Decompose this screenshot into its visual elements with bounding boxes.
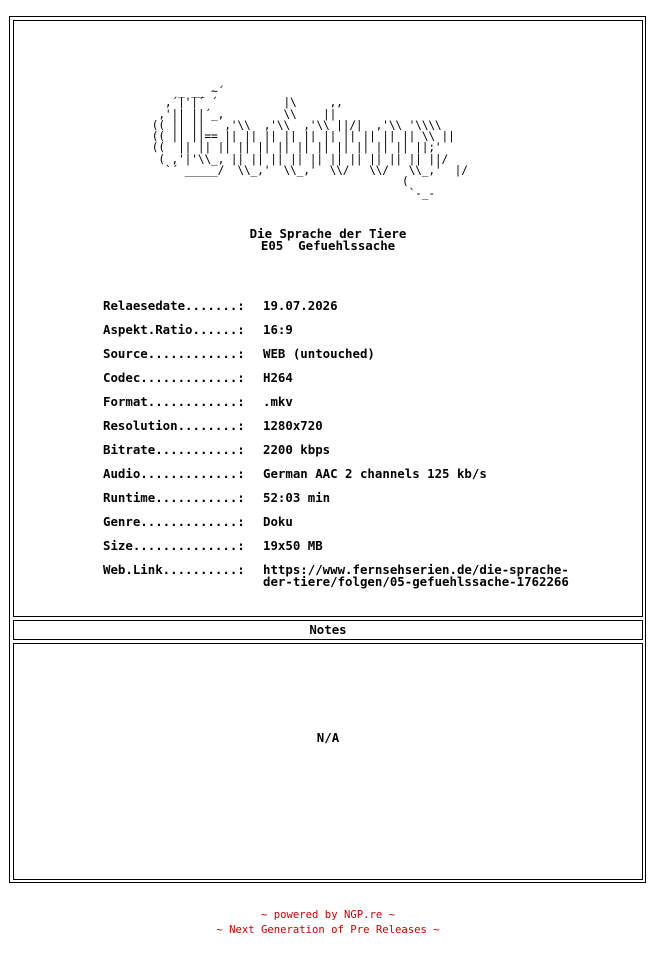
info-key: Aspekt.Ratio......: xyxy=(103,322,245,337)
info-row xyxy=(103,348,375,360)
info-row xyxy=(103,420,323,432)
notes-title: Notes xyxy=(309,622,347,637)
footer-powered-by: ~ powered by NGP.re ~ xyxy=(261,909,395,921)
info-value-line: 1280x720 xyxy=(263,418,323,433)
info-row xyxy=(103,444,330,456)
info-value xyxy=(263,468,487,480)
info-value xyxy=(263,324,293,336)
info-value xyxy=(263,564,569,588)
info-value xyxy=(263,420,323,432)
info-value-line: .mkv xyxy=(263,394,293,409)
info-value-line: Doku xyxy=(263,514,293,529)
info-value xyxy=(263,492,330,504)
info-row xyxy=(103,468,487,480)
info-key: Web.Link..........: xyxy=(103,562,245,577)
info-value-line: 19.07.2026 xyxy=(263,298,338,313)
info-value xyxy=(263,372,293,384)
info-value-line: WEB (untouched) xyxy=(263,346,375,361)
info-key: Resolution........: xyxy=(103,418,245,433)
info-key: Runtime...........: xyxy=(103,490,245,505)
release-episode: E05 Gefuehlssache xyxy=(260,238,396,253)
info-key: Audio.............: xyxy=(103,466,245,481)
info-row xyxy=(103,396,293,408)
info-value-line: der-tiere/folgen/05-gefuehlssache-1762266 xyxy=(263,574,569,589)
info-key: Size..............: xyxy=(103,538,245,553)
info-value-line: https://www.fernsehserien.de/die-sprache- xyxy=(263,562,569,577)
notes-body: N/A xyxy=(316,730,340,745)
info-value xyxy=(263,540,323,552)
info-value xyxy=(263,300,338,312)
info-value-line: German AAC 2 channels 125 kb/s xyxy=(263,466,487,481)
info-row xyxy=(103,324,293,336)
info-row xyxy=(103,372,293,384)
info-value xyxy=(263,516,293,528)
footer-tagline: ~ Next Generation of Pre Releases ~ xyxy=(216,924,440,936)
info-key: Relaesedate.......: xyxy=(103,298,245,313)
info-row xyxy=(103,564,569,588)
info-key: Bitrate...........: xyxy=(103,442,245,457)
info-row xyxy=(103,300,338,312)
info-value-line: H264 xyxy=(263,370,293,385)
info-key: Genre.............: xyxy=(103,514,245,529)
info-row xyxy=(103,492,330,504)
notes-body-panel xyxy=(13,643,643,880)
info-key: Codec.............: xyxy=(103,370,245,385)
info-row xyxy=(103,516,293,528)
info-value-line: 16:9 xyxy=(263,322,293,337)
info-key: Format............: xyxy=(103,394,245,409)
info-value xyxy=(263,396,293,408)
info-row xyxy=(103,540,323,552)
info-value-line: 2200 kbps xyxy=(263,442,331,457)
info-value xyxy=(263,348,375,360)
release-title: Die Sprache der Tiere xyxy=(249,226,407,241)
ascii-logo: _ __ ~´ ,´|'|´ ´ |\ ,, ,'|| ||´_, \\ || (( || || ,'\\ ,'\\ ,'\\ ||/| ,'\\ '\\\\ (( || ||== || || || || || || || || || || \\ || (( || || || || || || || || || || || || ||;' ( ,'|'\\_, || || || || || || || || || || ||/ `´ _____/ \\_,' \\_,' \\/ \\/ \\_,' |/ ( `-_- xyxy=(151,85,468,200)
info-value xyxy=(263,444,330,456)
info-value-line: 52:03 min xyxy=(263,490,331,505)
info-key: Source............: xyxy=(103,346,245,361)
info-value-line: 19x50 MB xyxy=(263,538,323,553)
